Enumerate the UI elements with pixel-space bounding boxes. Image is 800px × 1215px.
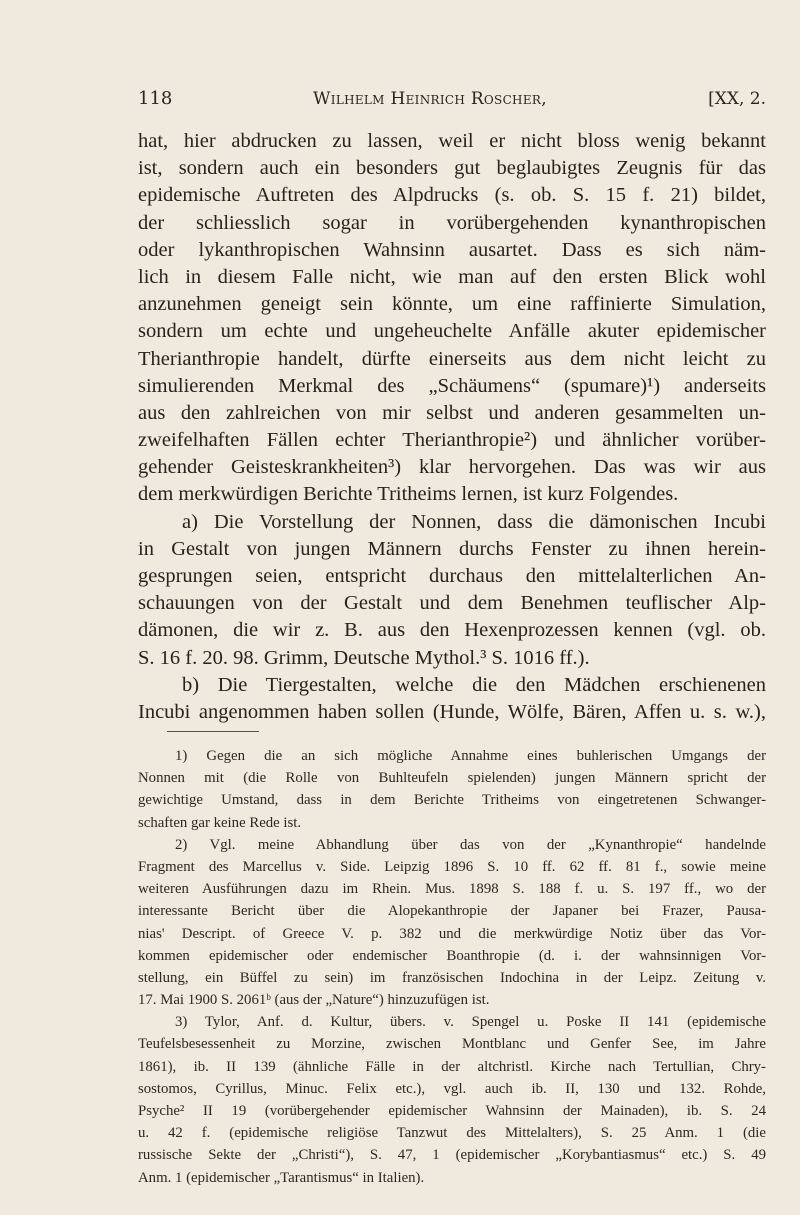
footnote-line: stellung, ein Büffel zu sein) im französischen Indochina in der Leipz. Zeitung v. — [138, 969, 766, 986]
body-line: ist, sondern auch ein besonders gut beglaubigtes Zeugnis für das — [138, 157, 766, 180]
body-line: gesprungen seien, entspricht durchaus den mittelalterlichen An- — [138, 565, 766, 587]
page-header — [138, 88, 766, 114]
footnote-line: kommen epidemischer oder endemischer Boanthropie (d. i. der wahnsinnigen Vor- — [138, 947, 766, 964]
body-line: in Gestalt von jungen Männern durchs Fenster zu ihnen herein- — [138, 537, 766, 560]
footnote-line: Fragment des Marcellus v. Side. Leipzig 1896 S. 10 ff. 62 ff. 81 f., sowie meine — [138, 858, 766, 875]
footnotes — [138, 745, 766, 1189]
footnote-divider — [167, 731, 259, 732]
body-line: hat, hier abdrucken zu lassen, weil er nicht bloss wenig bekannt — [138, 130, 766, 152]
footnote-line: Teufelsbesessenheit zu Morzine, zwischen Montblanc und Genfer See, im Jahre — [138, 1036, 766, 1053]
footnote-line: weiteren Ausführungen dazu im Rhein. Mus. 1898 S. 188 f. u. S. 197 ff., wo der — [138, 881, 766, 898]
body-line: dämonen, die wir z. B. aus den Hexenprozessen kennen (vgl. ob. — [138, 619, 766, 642]
footnote-line: interessante Bericht über die Alopekanthropie der Japaner bei Frazer, Pausa- — [138, 903, 766, 920]
footnote-line: schaften gar keine Rede ist. — [138, 814, 302, 831]
body-line: zweifelhaften Fällen echter Therianthropie²) und ähnlicher vorüber- — [138, 429, 766, 452]
body-line: der schliesslich sogar in vorübergehenden kynanthropischen — [138, 211, 766, 234]
footnote-line: 2) Vgl. meine Abhandlung über das von der „Kynanthropie“ handelnde — [175, 836, 766, 853]
footnote-line: 3) Tylor, Anf. d. Kultur, übers. v. Spengel u. Poske II 141 (epidemische — [175, 1014, 766, 1031]
footnote-line: sostomos, Cyrillus, Minuc. Felix etc.), vgl. auch ib. II, 130 und 132. Rohde, — [138, 1080, 766, 1097]
body-line: aus den zahlreichen von mir selbst und anderen gesammelten un- — [138, 401, 766, 424]
running-title: Wilhelm Heinrich Roscher, — [313, 89, 547, 109]
body-line: Therianthropie handelt, dürfte einerseits aus dem nicht leicht zu — [138, 347, 766, 370]
footnote-line: u. 42 f. (epidemische religiöse Tanzwut des Mittelalters), S. 25 Anm. 1 (die — [138, 1125, 766, 1142]
footnote-line: Anm. 1 (epidemischer „Tarantismus“ in Italien). — [138, 1169, 425, 1186]
body-line: simulierenden Merkmal des „Schäumens“ (spumare)¹) anderseits — [138, 374, 766, 397]
footnote-line: Nonnen mit (die Rolle von Buhlteufeln spielenden) jungen Männern spricht der — [138, 770, 766, 787]
page-number: 118 — [138, 88, 173, 109]
body-line: Incubi angenommen haben sollen (Hunde, Wölfe, Bären, Affen u. s. w.), — [138, 700, 766, 723]
footnote-line: 17. Mai 1900 S. 2061ᵇ (aus der „Nature“) hinzuzufügen ist. — [138, 992, 490, 1009]
body-line: dem merkwürdigen Berichte Tritheims lernen, ist kurz Folgendes. — [138, 483, 679, 506]
body-line: epidemische Auftreten des Alpdrucks (s. ob. S. 15 f. 21) bildet, — [138, 184, 766, 207]
body-line: b) Die Tiergestalten, welche die den Mädchen erschienenen — [182, 673, 766, 696]
footnote-line: 1861), ib. II 139 (ähnliche Fälle in der altchristl. Kirche nach Tertullian, Chry- — [138, 1058, 766, 1075]
footnote-line: nias' Descript. of Greece V. p. 382 und die merkwürdige Notiz über das Vor- — [138, 925, 766, 942]
footnote-line: 1) Gegen die an sich mögliche Annahme eines buhlerischen Umgangs der — [175, 748, 766, 764]
body-line: anzunehmen geneigt sein könnte, um eine raffinierte Simulation, — [138, 293, 766, 316]
body-line: gehender Geisteskrankheiten³) klar hervorgehen. Das was wir aus — [138, 456, 766, 479]
body-line: a) Die Vorstellung der Nonnen, dass die dämonischen Incubi — [182, 510, 766, 533]
main-text — [138, 128, 766, 726]
body-line: schauungen von der Gestalt und dem Benehmen teuflischer Alp- — [138, 592, 766, 615]
section-reference: [XX, 2. — [708, 89, 766, 109]
body-line: sondern um echte und ungeheuchelte Anfälle akuter epidemischer — [138, 320, 766, 343]
body-line: lich in diesem Falle nicht, wie man auf den ersten Blick wohl — [138, 265, 766, 288]
footnote-line: russische Sekte der „Christi“), S. 47, 1 (epidemischer „Korybantiasmus“ etc.) S. 49 — [138, 1147, 766, 1164]
footnote-line: Psyche² II 19 (vorübergehender epidemischer Wahnsinn der Mainaden), ib. S. 24 — [138, 1103, 766, 1119]
body-line: S. 16 f. 20. 98. Grimm, Deutsche Mythol.³ S. 1016 ff.). — [138, 646, 590, 669]
body-line: oder lykanthropischen Wahnsinn ausartet. Dass es sich näm- — [138, 238, 766, 261]
footnote-line: gewichtige Umstand, dass in dem Berichte Tritheims von eingetretenen Schwanger- — [138, 792, 766, 809]
